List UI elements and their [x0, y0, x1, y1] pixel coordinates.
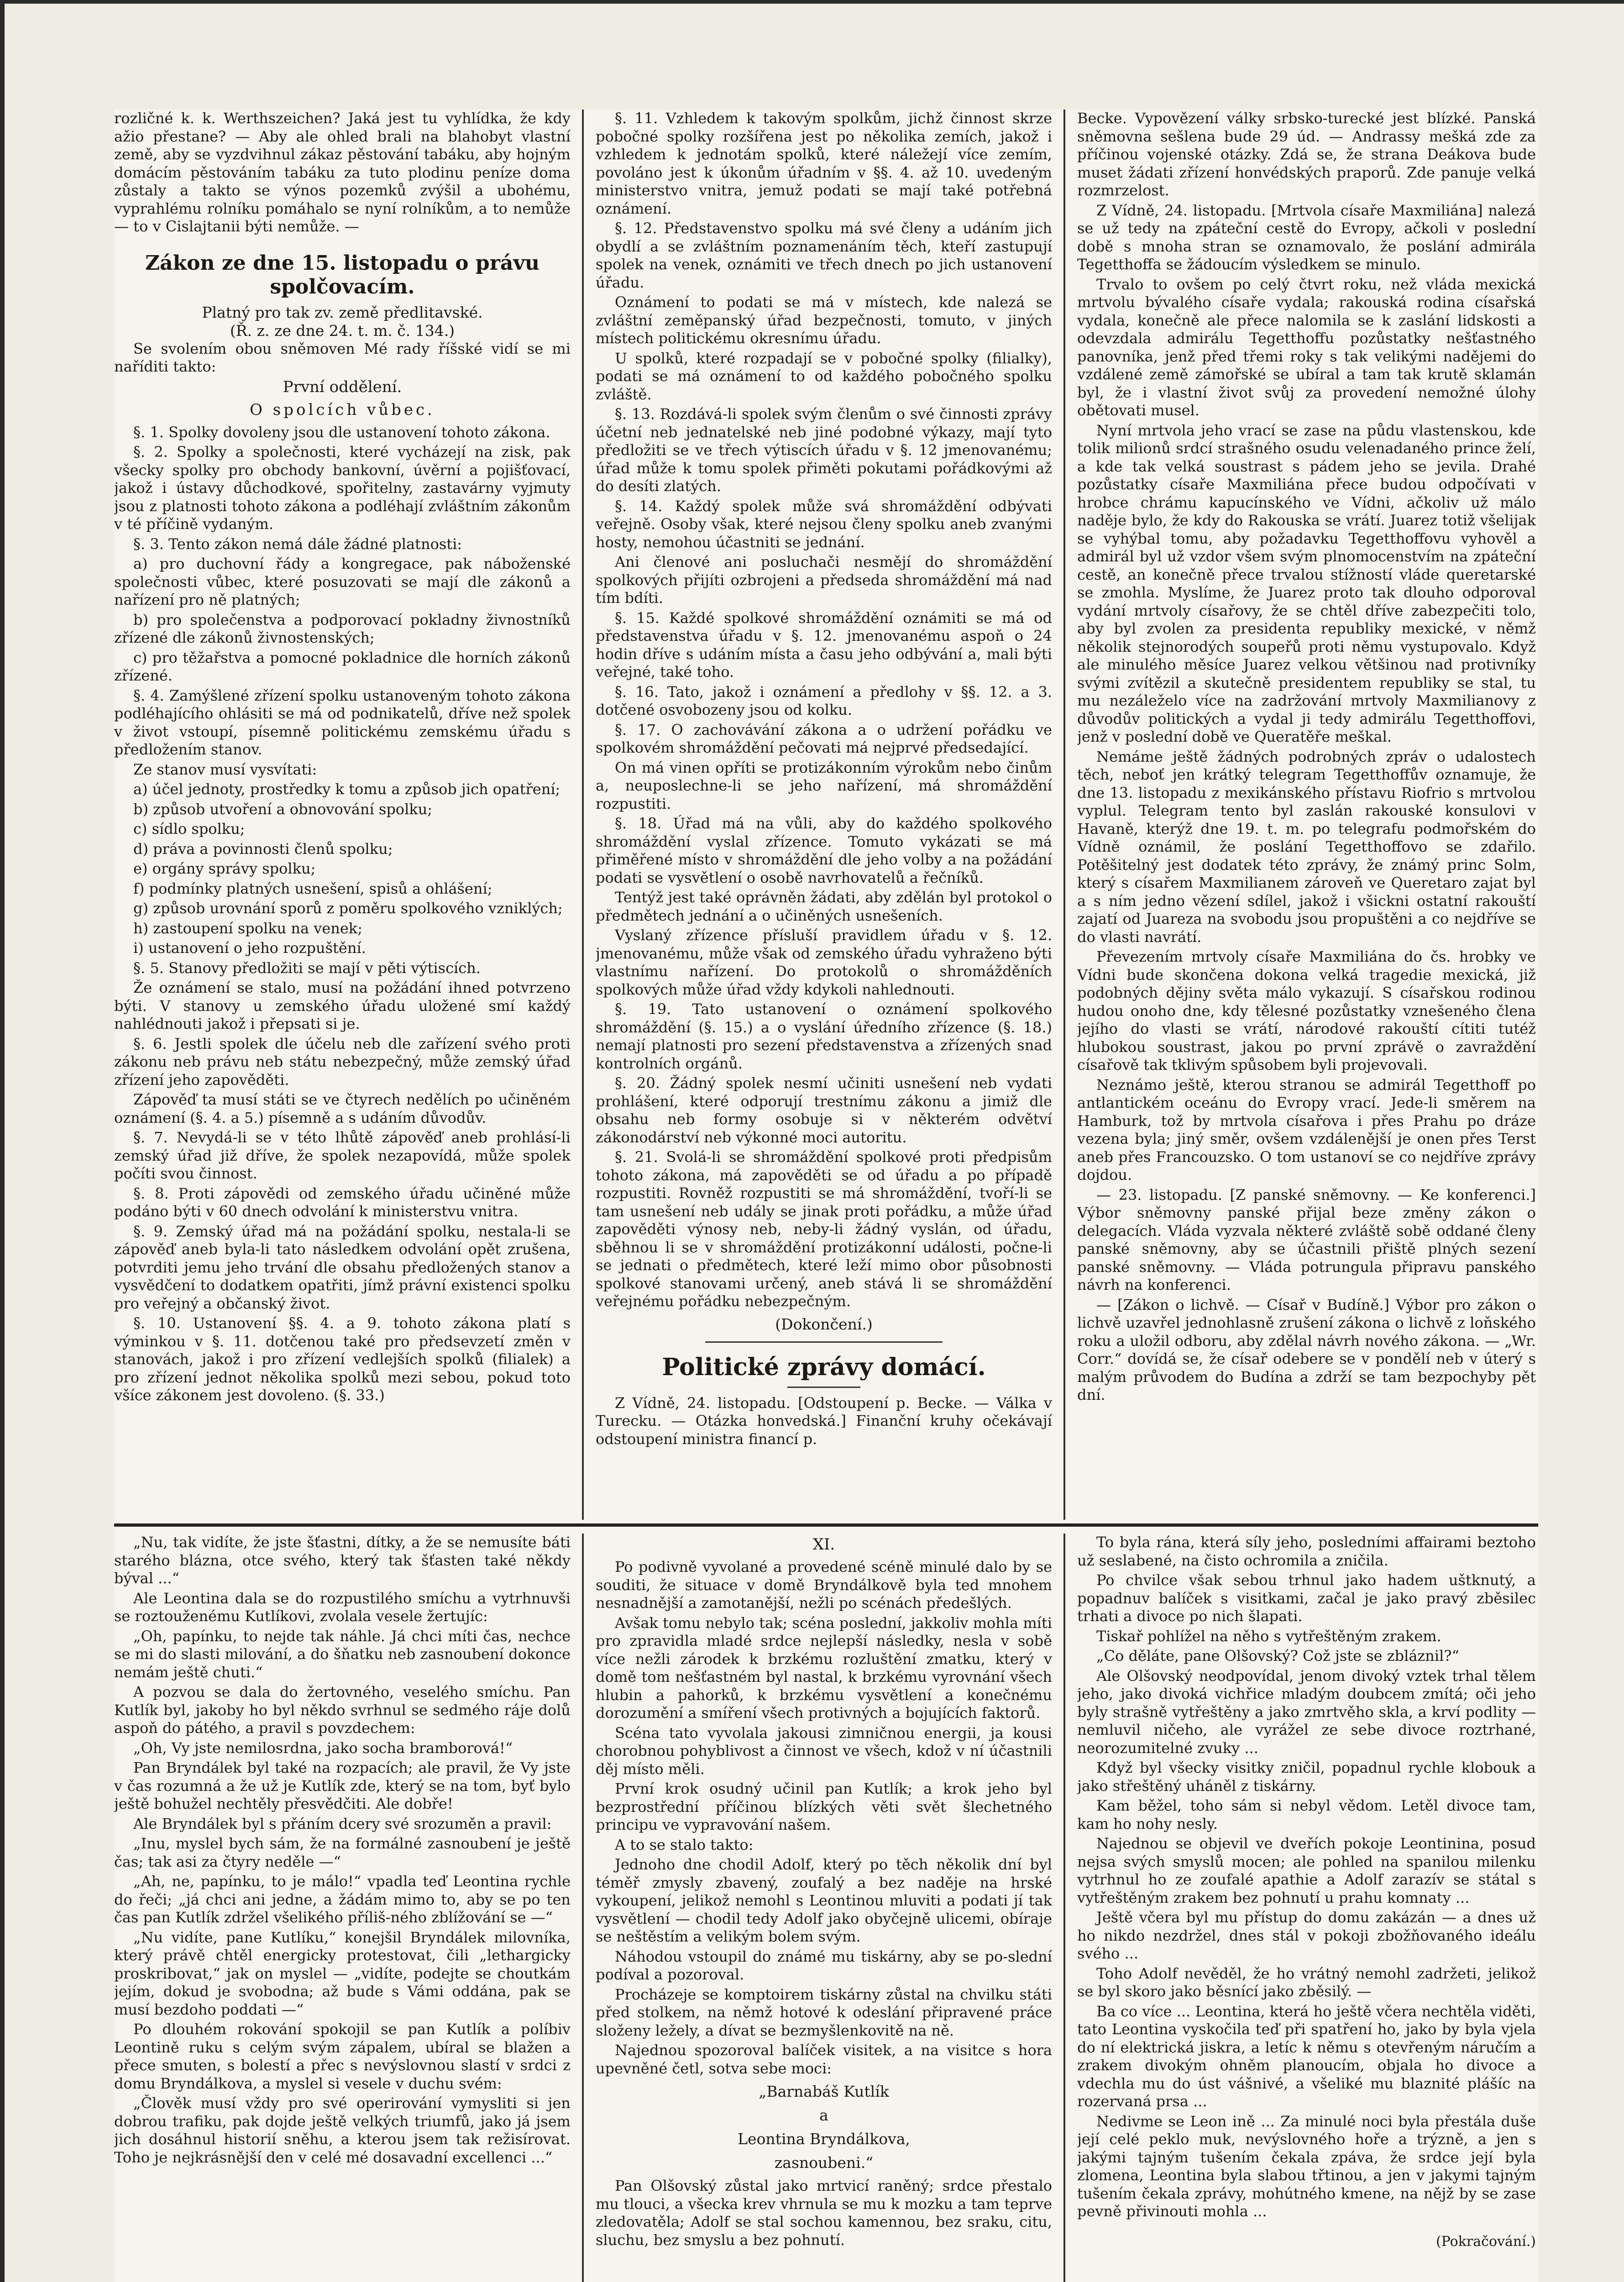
law-reference: (Ř. z. ze dne 24. t. m. č. 134.) [230, 321, 455, 340]
part-subheading: O spolcích vůbec. [250, 400, 435, 419]
story-paragraph: Ještě včera byl mu přístup do domu zakázán — a dnes už ho nikdo nezdržel, dnes stál v pokoji zbožňovaného ideálu svého ... [1077, 1909, 1536, 1962]
story-paragraph: Kam běžel, toho sám si nebyl vědom. Letěl divoce tam, kam ho nohy nesly. [1077, 1797, 1536, 1832]
story-paragraph: První krok osudný učinil pan Kutlík; a krok jeho byl bezprostřední příčinou blízkých věti svět šlechetného principu ve vypravování našem. [596, 1780, 1052, 1833]
news-paragraph: Becke. Vypovězení války srbsko-turecké jest blízké. Panská sněmovna sešlena bude 29 úd. — Andrassy mešká zde za příčinou vojenské otázky. Zdá se, že strana Deákova bude muset žádati zřízení honvédských praporů. Zde panuje velká rozmrzelost. [1077, 110, 1536, 199]
feuilleton-divider [114, 1523, 1538, 1527]
story-paragraph: Nedivme se Leon ině ... Za minulé noci byla přestála duše její celé peklo muk, nevýslovného hoře a trýzně, a jen s jakými tajným tušením čekala zpáva, že srdce její byla zlomena, Leontina byla slabou třtinou, a jen v jakymi tajným tušením čekala zprávy, mohútného kmene, na nějž by se zase pevně přivinouti mohla ... [1077, 2112, 1536, 2220]
visiting-card-line: „Barnabáš Kutlík [759, 2083, 889, 2100]
law-paragraph: §. 9. Zemský úřad má na požádání spolku, nestala-li se zápověď aneb byla-li tato následkem odvolání opět zrušena, potvrditi jemu jeho trvání dle obsahu předložených stanov a vysvědčení to dodatkem opatřiti, jímž právní existenci spolku pro veřejný a občanský život. [114, 1222, 571, 1312]
law-paragraph: §. 13. Rozdává-li spolek svým členům o své činnosti zprávy účetní neb jednatelské neb jiné podobné výkazy, mají tyto předložiti se ve třech výtiscích úřadu v §. 12 jmenovanému; úřad může k tomu spolek přiměti pokutami pořádkovými až do desíti zlatých. [596, 405, 1052, 495]
law-paragraph: §. 10. Ustanovení §§. 4. a 9. tohoto zákona platí s výminkou v §. 11. dotčenou také pro předsevzetí změn v stanovách, jakož i pro zřízení vedlejších spolků (filialek) a pro zřízení jednot několika spolků mezi sebou, pokud toto všíce zákonem jest dovoleno. (§. 33.) [114, 1314, 571, 1404]
law-column-1 [114, 110, 571, 1520]
feuilleton-section [114, 1534, 1538, 2282]
law-paragraph: §. 2. Spolky a společnosti, které vycházejí na zisk, pak všecky spolky pro obchody bankovní, úvěrní a pojišťovací, jakož i ústavy důchodkové, spořitelny, zastavárny vyjmuty jsou z platnosti tohoto zákona a podléhají zvláštním zákonům v té příčině vydaným. [114, 443, 571, 533]
news-paragraph: — 23. listopadu. [Z panské sněmovny. — Ke konferenci.] Výbor sněmovny panské přijal beze změny zákon o delegacích. Vláda vyzvala některé zvláště sobě oddané členy panské sněmovny, aby se účastnili přiště plných sezení panské sněmovny. — Vláda potrungula připravu panského návrh na konferenci. [1077, 1186, 1536, 1293]
law-paragraph: a) účel jednoty, prostředky k tomu a způsob jich opatření; [133, 780, 561, 798]
law-paragraph: §. 15. Každé spolkové shromáždění oznámiti se má od představenstva úřadu v §. 12. jmenovanému aspoň o 24 hodin dříve s udáním místa a času jeho odbývání a, mali býti veřejné, také toho. [596, 609, 1052, 680]
law-paragraph: f) podmínky platných usnešení, spisů a ohlášení; [133, 879, 492, 897]
law-paragraph: §. 14. Každý spolek může svá shromáždění odbývati veřejně. Osoby však, které nejsou členy spolku aneb zvanými hosty, nemohou účastniti se jednání. [596, 497, 1052, 551]
law-paragraph: i) ustanovení o jeho rozpuštění. [133, 939, 366, 957]
story-column-2 [596, 1534, 1052, 2282]
title-rule [787, 1387, 860, 1388]
column-divider [582, 1534, 584, 2282]
visiting-card-line: Leontina Bryndálkova, [738, 2130, 910, 2148]
story-paragraph: Ba co více ... Leontina, která ho ještě včera nechtěla viděti, tato Leontina vyskočila teď při spatření ho, jako by byla vjela do ní elektrická jiskra, a letíc k němu s otevřeným náručím a zrakem divokým ohněm planoucím, objala ho divoce a vdechla mu do úst vášnivé, a všeliké mu blaznité plášíc na rozervaná prsa ... [1077, 2002, 1536, 2110]
law-paragraph: e) orgány správy spolku; [133, 860, 316, 877]
top-section [114, 110, 1538, 1520]
law-paragraph: Zápověď ta musí státi se ve čtyrech nedělích po učiněném oznámení (§. 4. a 5.) písemně a s udáním důvodův. [114, 1091, 571, 1126]
law-paragraph: §. 17. O zachovávání zákona a o udržení pořádku ve spolkovém shromáždění pečovati má nejprvé předsedající. [596, 721, 1052, 756]
story-paragraph: Ale Bryndálek byl s přáním dcery své srozuměn a pravil: [133, 1815, 552, 1832]
law-paragraph: c) pro těžařstva a pomocné pokladnice dle horních zákonů zřízené. [114, 649, 571, 684]
law-paragraph: c) sídlo spolku; [133, 820, 245, 837]
news-paragraph: Nemáme ještě žádných podrobných zpráv o udalostech těch, neboť jen krátký telegram Tegetthoffův oznamuje, že dne 13. listopadu z mexikánského přístavu Riofrio s mrtvolou vyplul. Telegram tento byl zaslán rakouské konsulovi v Havaně, kterýž dne 19. t. m. po telegrafu podmořském do Vídně oznámil, že poslání Tegetthoffovo se zdařilo. Potěšitelný jest dodatek této zprávy, že známý princ Solm, který s císařem Maxmilianem zároveň ve Queretaro zajat byl a s ním jedno vězení sdílel, jakož i všickni ostatní rakouští zajatí od Juareza na svobodu jsou propuštěni a co nejdříve se do vlasti navrátí. [1077, 748, 1536, 946]
story-paragraph: Náhodou vstoupil do známé mu tiskárny, aby se po-slední podíval a pozoroval. [596, 1947, 1052, 1983]
law-paragraph: Ze stanov musí vysvítati: [133, 760, 317, 778]
newspaper-page [114, 110, 1538, 2282]
part-heading: První oddělení. [283, 377, 402, 396]
law-column-2 [596, 110, 1052, 1520]
story-paragraph: Po podivně vyvolané a provedené scéně minulé dalo by se souditi, že situace v domě Bryndálkově byla ted mnohem nesnadnější a zamotanější, nežli po scénách předešlých. [596, 1558, 1052, 1612]
news-paragraph: Trvalo to ovšem po celý čtvrt roku, než vláda mexická mrtvolu bývalého císaře vydala; rakouská rodina císařská vydala, konečně ale přece nalomila se k zaslání lidskosti a odevzdala admirálu Tegetthoffu pozůstatky nešťastného panovníka, jenž před třemi roky s tak velikými nadějemi do vzdálené země zámořské se ubíral a tam tak krutě sklamán byl, že i vlastní život svůj za provedení nemožné úlohy obětovati musel. [1077, 275, 1536, 419]
story-paragraph: „Oh, Vy jste nemilosrdna, jako socha bramborová!“ [133, 1739, 513, 1757]
section-title: Politické zprávy domácí. [662, 1353, 986, 1381]
story-paragraph: „Inu, myslel bych sám, že na formálné zasnoubení je ještě čas; tak asi za čtyry neděle —“ [114, 1835, 571, 1870]
law-paragraph: Že oznámení se stalo, musí na požádání ihned potvrzeno býti. V stanovy u zemského úřadu uložené smí každý nahlédnouti jakož i přepsati si je. [114, 979, 571, 1032]
story-paragraph: „Co děláte, pane Olšovský? Což jste se zbláznil?“ [1096, 1647, 1459, 1664]
news-column [1077, 110, 1536, 1520]
story-paragraph: Ale Olšovský neodpovídal, jenom divoký vztek trhal tělem jeho, jako divoká vichřice mladým doubcem zmítá; oči jeho byly strašně vytřeštěny a jako zmrtvěho skla, a krví podlity — nemluvil ničeho, ale vyrážel ze sebe divoce roztrhané, neorozumitelné zvuky ... [1077, 1667, 1536, 1757]
law-paragraph: g) způsob urovnání sporů z poměru spolkového vzniklých; [133, 900, 563, 917]
story-paragraph: Scéna tato vyvolala jakousi zimničnou energii, ja kousi chorobnou pohyblivost a činnost ve všech, kdož v ní účastnili děj místo měli. [596, 1724, 1052, 1778]
story-column-3 [1077, 1534, 1536, 2282]
story-paragraph: Po dlouhém rokování spokojil se pan Kutlík a políbiv Leontině ruku s celým svým zápalem, ubíral se blažen a přece smuten, s bolestí a přec s nevýslovnou slastí v srdci z domu Bryndálkova, a myslel si vesele v duchu svém: [114, 2020, 571, 2092]
law-paragraph: §. 21. Svolá-li se shromáždění spolkové proti předpisům tohoto zákona, má zapověděti se od úřadu a po případě rozpustiti. Rovněž rozpustiti se má shromáždění, tvoří-li se tam usnešení neb udály se jinak proti pořádku, a může úřad zapověděti výnosy neb, neby-li žádný vyslán, od úřadu, sběhnou li se v shromáždění protizákonní události, počne-li se jednati o předmětech, které leží mimo obor působnosti spolkové stanovami určený, aneb stává li se shromáždění veřejnému pořádku nebezpečným. [596, 1148, 1052, 1310]
law-paragraph: U spolků, které rozpadají se v pobočné spolky (filialky), podati se má oznámení to od každého pobočného spolku zvláště. [596, 349, 1052, 403]
law-paragraph: d) práva a povinnosti členů spolku; [133, 840, 393, 858]
law-paragraph: §. 4. Zamýšlené zřízení spolku ustanoveným tohoto zákona podléhajícího ohlásiti se má od podnikatelů, dříve než spolek v život vstoupí, písemně politickému zemskému úřadu s předložením stanov. [114, 686, 571, 758]
news-paragraph: Z Vídně, 24. listopadu. [Mrtvola císaře Maxmiliána] nalezá se už tedy na zpáteční cestě do Evropy, ačkoli v poslední době s mnoha stran se oznamovalo, že poslání admirála Tegetthoffa se žádoucím výsledkem se minulo. [1077, 201, 1536, 273]
story-paragraph: Toho Adolf nevěděl, že ho vrátný nemohl zadržeti, jelikož se byl skoro jako běsnící jako zběsilý. — [1077, 1964, 1536, 2000]
law-paragraph: b) způsob utvoření a obnovování spolku; [133, 800, 433, 818]
story-paragraph: „Oh, papínku, to nejde tak náhle. Já chci míti čas, nechce se mi do slasti milování, a do šňatku neb zasnoubení dokonce nemám ještě chuti.“ [114, 1627, 571, 1681]
law-paragraph: §. 1. Spolky dovoleny jsou dle ustanovení tohoto zákona. [133, 423, 550, 441]
law-paragraph: §. 19. Tato ustanovení o oznámení spolkového shromáždění (§. 15.) a o vyslání úředního zřízence (§. 18.) nemají platnosti pro sezení představenstva a zřízených snad kontrolních orgánů. [596, 1000, 1052, 1072]
law-validity: Platný pro tak zv. země předlitavské. [202, 303, 483, 321]
law-paragraph: §. 16. Tato, jakož i oznámení a předlohy v §§. 12. a 3. dotčené osvobozeny jsou od kolku. [596, 683, 1052, 718]
story-paragraph: A pozvou se dala do žertovného, veselého smíchu. Pan Kutlík byl, jakoby ho byl někdo svrhnul se sedmého ráje dolů aspoň do pátého, a pravil s povzdechem: [114, 1683, 571, 1737]
law-paragraph: b) pro společenstva a podporovací pokladny živnostníků zřízené dle zákonů živnostenských; [114, 611, 571, 646]
law-paragraph: Vyslaný zřízence přísluší pravidlem úřadu v §. 12. jmenovanému, může však od zemského úřadu vyhraženo býti vlastnímu nařízení. Do protokolů o shromážděních spolkových může úřad vždy kdykoli nahlednouti. [596, 926, 1052, 998]
story-paragraph: Avšak tomu nebylo tak; scéna poslední, jakkoliv mohla míti pro zpravidla mladé srdce nejlepší následky, nesla v sobě více nežli zárodek k brzkému rozluštění zmatku, který v domě tom nešťastném byl nastal, k brzkému vyrovnání všech hlubin a pahorků, k brzkému vysvětlení a konečnému dorozumění a smíření všech protivných a bojujících faktorů. [596, 1614, 1052, 1722]
law-paragraph: §. 5. Stanovy předložiti se mají v pěti výtiscích. [133, 959, 481, 977]
story-paragraph: Po chvilce však sebou trhnul jako hadem uštknutý, a popadnuv balíček s visitkami, začal je jako pravý zběsilec trhati a divoce po nich šlapati. [1077, 1571, 1536, 1625]
continuation-note: (Dokončení.) [775, 1315, 873, 1333]
story-paragraph: Najednou se objevil ve dveřích pokoje Leontinina, posud nejsa svých smyslů mocen; ale pohled na spanilou milenku vytrhnul ho ze zoufalé apathie a Adolf zarazív se státal s vytřeštěným zrakem bez pohnutí u prahu komnaty ... [1077, 1835, 1536, 1906]
story-paragraph: Procházeje se komptoirem tiskárny zůstal na chvilku státi před stolkem, na němž hotové k odeslání připravené práce složeny ležely, a dívat se bezmyšlenkovitě na ně. [596, 1985, 1052, 2039]
law-paragraph: h) zastoupení spolku na venek; [133, 919, 362, 937]
column-divider [1063, 1534, 1065, 2282]
news-paragraph: Neznámo ještě, kterou stranou se admirál Tegetthoff po antlantickém oceánu do Evropy vrací. Jede-li směrem na Hamburk, tož by mrtvola císařova i přes Prahu po dráze vezena byla; jiný směr, ovšem vzdálenější je onen přes Terst aneb přes Francouzsko. O tom ustanoví se co nejdříve zprávy dojdou. [1077, 1076, 1536, 1183]
law-paragraph: §. 6. Jestli spolek dle účelu neb dle zařízení svého proti zákonu neb právu neb státu nebezpečný, může zemský úřad zřízení jeho zapověděti. [114, 1035, 571, 1089]
column-divider [582, 110, 584, 1520]
law-paragraph: On má vinen opříti se protizákonním výrokům nebo činům a, neuposlechne-li se jeho nařízení, má shromáždění rozpustiti. [596, 759, 1052, 812]
news-paragraph: Převezením mrtvoly císaře Maxmiliána do čs. hrobky ve Vídni bude skončena dokona velká tragedie mexická, již podobných dějiny světa málo vykazují. S císařskou rodinou hudou onoho dne, kdy tělesné pozůstatky vznešeného člena jejího do vlasti se vrátí, národové rakouští cítiti tutéž hlubokou soustrast, jakou po první zprávě o zavraždění císařově tak tklivým spůsobem byli projevovali. [1077, 948, 1536, 1073]
continued-note: (Pokračování.) [1436, 2233, 1536, 2250]
story-paragraph: „Člověk musí vždy pro své operirování vymysliti si jen dobrou trafiku, pak dojde ještě velkých triumfů, jako já jsem jich dosáhnul historií sněhu, a kterou jsem tak režisírovat. Toho je nejkrásnější den v celé mé dosavadní excellenci ...“ [114, 2094, 571, 2166]
story-paragraph: A to se stalo takto: [615, 1836, 754, 1853]
story-paragraph: Pan Bryndálek byl také na rozpacích; ale pravil, že Vy jste v čas rozumná a že už je Kutlík zde, který se na tom, byť bylo ještě bohužel nechtěly přesvědčiti. Ale dobře! [114, 1759, 571, 1812]
visiting-card-line: a [819, 2106, 828, 2124]
story-paragraph: Ale Leontina dala se do rozpustilého smíchu a vytrhnuvši se roztouženému Kutlíkovi, zvolala vesele žertujíc: [114, 1589, 571, 1625]
story-paragraph: Když byl všecky visitky zničil, popadnul rychle klobouk a jako střeštěný uháněl z tiskárny. [1077, 1759, 1536, 1795]
story-paragraph: Najednou spozoroval balíček visitek, a na visitce s hora upevněné četl, sotva sebe moci: [596, 2041, 1052, 2077]
chapter-number: XI. [812, 1535, 835, 1554]
law-paragraph: §. 12. Představenstvo spolku má své členy a udáním jich obydlí a se zvláštním poznamenáním těch, kteří zastupují spolek na venek, oznámiti ve třech dnech po jich ustanovení úřadu. [596, 220, 1052, 291]
column-divider [1063, 110, 1065, 1520]
law-paragraph: a) pro duchovní řády a kongregace, pak náboženské společnosti vůbec, které posuzovati se mají dle zákonů a nařízení pro ně platných; [114, 555, 571, 608]
law-paragraph: §. 11. Vzhledem k takovým spolkům, jichž činnost skrze pobočné spolky rozšířena jest po několika zemích, jakož i vzhledem k jednotám spolků, které náležejí více zemím, povoláno jest k úkonům úřadním v §§. 4. až 10. uvedeným ministerstvo vnitra, jemuž podati se mají také potřebná oznámení. [596, 110, 1052, 217]
story-paragraph: Pan Olšovský zůstal jako mrtvicí raněný; srdce přestalo mu tlouci, a všecka krev vhrnula se mu k mozku a tam teprve zledovatěla; Adolf se stal sochou kamennou, bez sraku, citu, sluchu, bez smyslu a bez pohnutí. [596, 2177, 1052, 2249]
law-paragraph: §. 18. Úřad má na vůli, aby do každého spolkového shromáždění vyslal zřízence. Tomuto vykázati se má přiměřené místo v shromáždění dle jeho volby a na požádání podati se vysvětlení o osobě navrhovatelů a řečníků. [596, 815, 1052, 886]
news-paragraph: Nyní mrtvola jeho vrací se zase na půdu vlastenskou, kde tolik milionů srdcí strašného osudu velenadaného prince želí, a kde tak velká soustrast s pádem jeho se jevila. Drahé pozůstatky císaře Maxmiliána přece budou odpočívati v hrobce chrámu kapucínského ve Vídni, ačkoliv už málo naděje bylo, že kdy do Rakouska se vrátí. Juarez totiž všelijak se vyhýbal tomu, aby požadavku Tegetthoffovu vyhověl a admirál byl už vzdor všem svým plnomocenstvím na zpáteční cestě, an konečně přece trvalou stížností vláde queretarské se zmohla. Myslíme, že Juarez proto tak dlouho odporoval vydání mrtvoly císařovy, že se chtěl dříve zabezpečiti tolo, aby byl zvolen za presidenta republiky mexické, v němž několik stejnorodých soupeřů proti němu vystupovalo. Když ale minulého měsíce Juarez velkou většinou nad protivníky svými zvítězil a skutečně presidentem republiky se stal, tu mu nezáleželo více na zadržování mrtvoly Maxmilianovy z důvodův politických a vydal ji tedy admirálu Tegetthoffovi, jenž v poslední době ve Queratěře meškal. [1077, 421, 1536, 745]
law-paragraph: §. 8. Proti zápovědi od zemského úřadu učiněné může podáno býti v 60 dnech odvolání k ministerstvu vnitra. [114, 1184, 571, 1220]
story-paragraph: To byla rána, která síly jeho, posledními affairami beztoho už seslabené, na čisto ochromila a zničila. [1077, 1534, 1536, 1569]
story-paragraph: Jednoho dne chodil Adolf, který po těch několik dní byl téměř zmysly zbavený, zoufalý a bez naděje na hrské vykoupení, jelikož nemohl s Leontinou mluviti a podati jí tak vysvětlení — chodil tedy Adolf jako obyčejně ulicemi, obíraje se neštěstím a velikým bolem svým. [596, 1856, 1052, 1945]
law-intro: Se svolením obou sněmoven Mé rady říšské vidí se mi naříditi takto: [114, 340, 571, 375]
visiting-card-line: zasnoubeni.“ [774, 2154, 874, 2172]
story-paragraph: „Nu vidíte, pane Kutlíku,“ konejšil Bryndálek milovníka, který právě chtěl energicky protestovat, čili „lethargicky proskribovat,“ jak on myslel — „vidíte, podejte se choutkám jejím, dokud je svobodna; až bude s Vámi oddána, pak se musí bezdoho poddati —“ [114, 1928, 571, 2018]
law-paragraph: §. 7. Nevydá-li se v této lhůtě zápověď aneb prohlásí-li zemský úřad již dříve, že spolek nezapovídá, může spolek počíti svou činnost. [114, 1129, 571, 1182]
news-paragraph: Z Vídně, 24. listopadu. [Odstoupení p. Becke. — Válka v Turecku. — Otázka honvedská.] Finanční kruhy očekávají odstoupení ministra financí p. [596, 1394, 1052, 1448]
story-paragraph: „Ah, ne, papínku, to je málo!“ vpadla teď Leontina rychle do řeči; „já chci ani jedne, a žádám mimo to, aby se po ten čas pan Kutlík zdržel všelikého příliš-ného zblížování se —“ [114, 1873, 571, 1926]
story-column-1 [114, 1534, 571, 2282]
law-paragraph: Oznámení to podati se má v místech, kde nalezá se zvláštní zeměpanský úřad bezpečnosti, tomuto, v jiných místech politickému okresnímu úřadu. [596, 293, 1052, 347]
news-paragraph: — [Zákon o lichvě. — Císař v Budíně.] Výbor pro zákon o lichvě uzavřel jednohlasně zrušení zákona o lichvě z loňského roku a uložil odboru, aby zdělal návrh nového zákona. — „Wr. Corr.“ dovídá se, že císař odebere se v pondělí neb v úterý s malým průvodem do Budína a zdrží se tam bezpochyby pět dní. [1077, 1296, 1536, 1403]
law-paragraph: Ani členové ani posluchači nesmějí do shromáždění spolkových přijíti ozbrojeni a předseda shromáždění má nad tím bdíti. [596, 553, 1052, 607]
story-paragraph: Tiskař pohlížel na něho s vytřeštěným zrakem. [1096, 1627, 1441, 1645]
story-paragraph: „Nu, tak vidíte, že jste šťastni, dítky, a že se nemusíte báti starého blázna, otce svého, který tak šťasten také někdy býval ...“ [114, 1534, 571, 1587]
lead-paragraph: rozličné k. k. Werthszeichen? Jaká jest tu vyhlídka, že kdy ažio přestane? — Aby ale ohled brali na blahobyt vlastní země, aby se vyzdvihnul zákaz pěstování tabáku, aby hojným domácím pěstováním tabáku za tuto plodinu peníze doma zůstaly a takto se výnos pozemků zvýšil a ubohému, vyprahlému rolníku pomáhalo se nyní rolníkům, a to nemůže — to v Cislajtanii býti nemůže. — [114, 110, 571, 235]
law-title: Zákon ze dne 15. listopadu o právu spolčovacím. [145, 251, 540, 298]
law-paragraph: Tentýž jest také oprávněn žádati, aby zdělán byl protokol o předmětech jednání a o učiněných usnešeních. [596, 889, 1052, 924]
law-paragraph: §. 20. Žádný spolek nesmí učiniti usnešení neb vydati prohlášení, které odporují trestnímu zákonu a jimiž dle obsahu neb formy osobuje si v některém odvětví zákonodárství neb výkonné moci autoritu. [596, 1074, 1052, 1146]
section-rule [705, 1341, 943, 1343]
law-paragraph: §. 3. Tento zákon nemá dále žádné platnosti: [133, 535, 462, 553]
